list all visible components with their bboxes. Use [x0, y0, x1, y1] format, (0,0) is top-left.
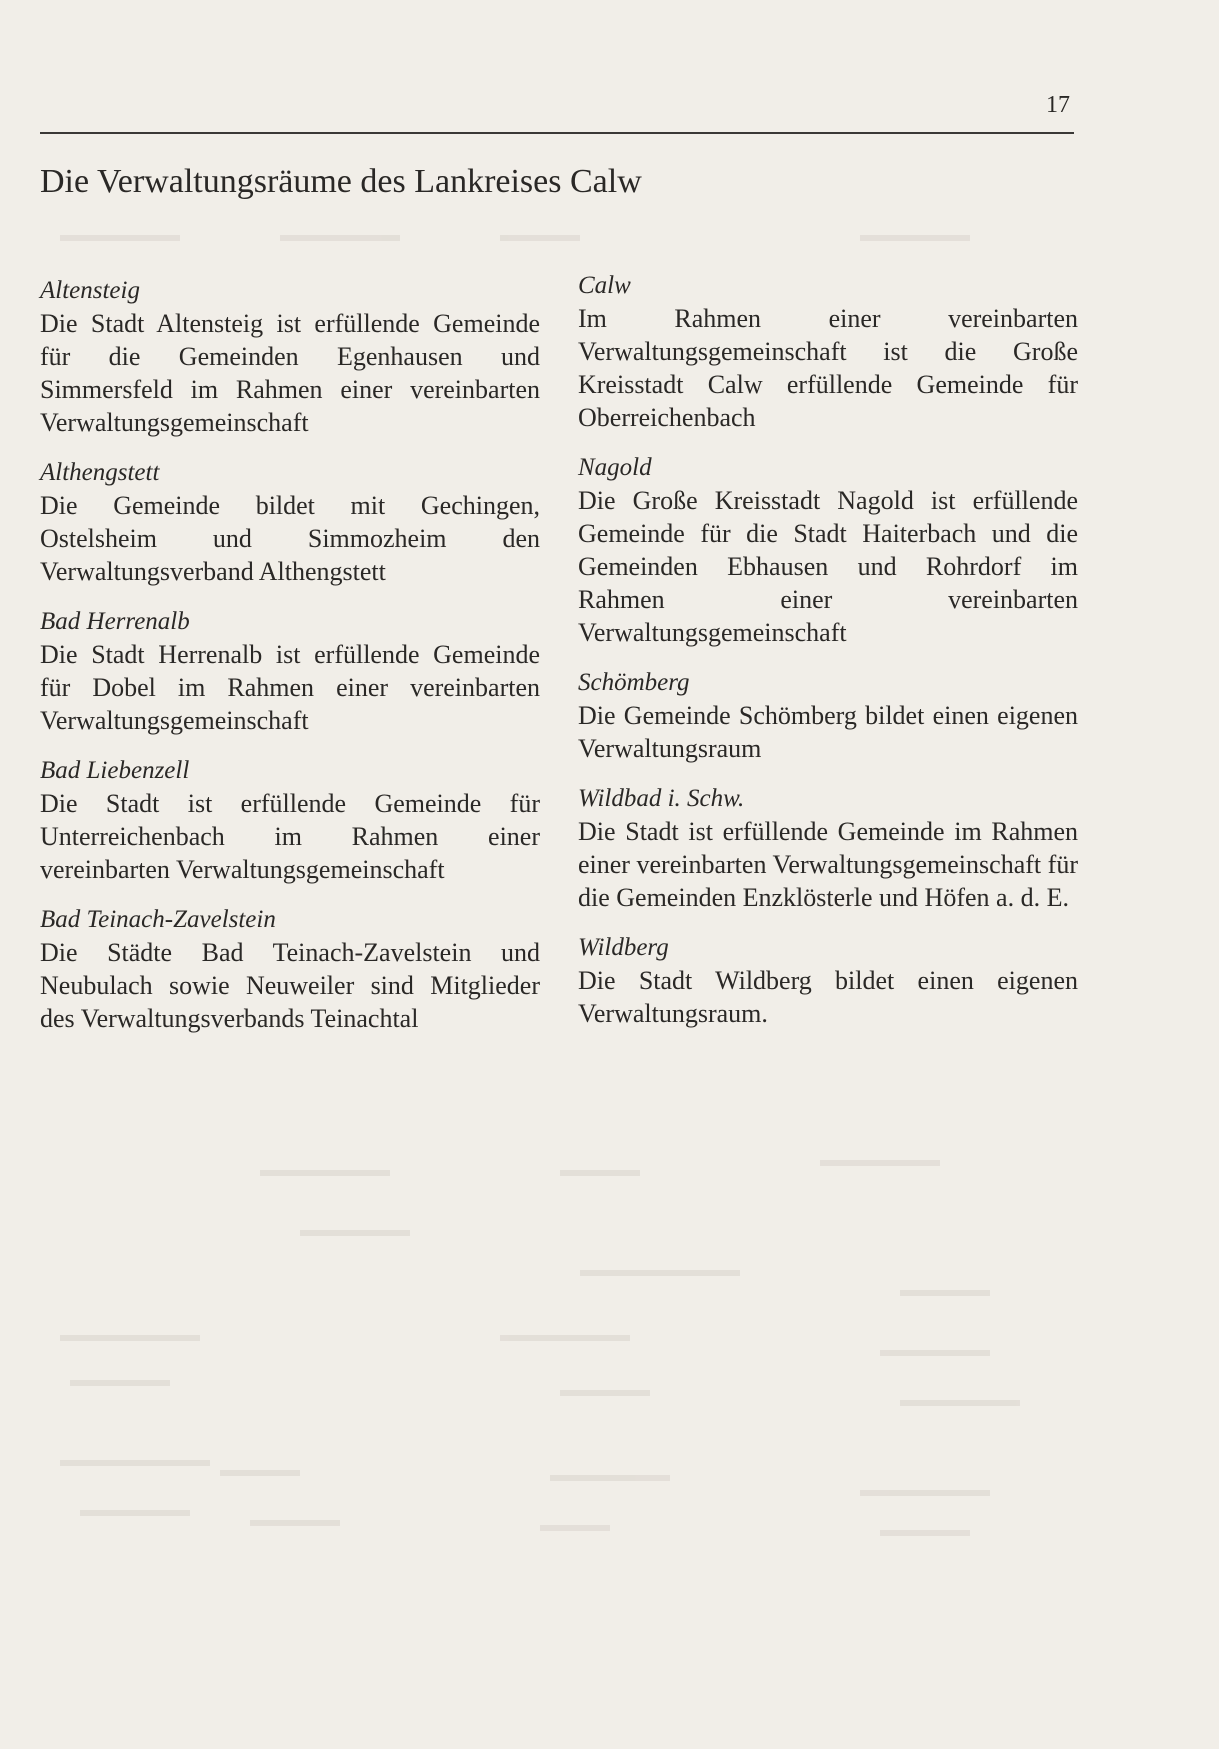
- entry-text: Die Stadt ist erfüllende Gemeinde für Unterreichenbach im Rahmen einer vereinbarten Verwaltungsgemeinschaft: [40, 789, 540, 884]
- entry-text: Im Rahmen einer vereinbarten Verwaltungsgemeinschaft ist die Große Kreisstadt Calw erfüllende Gemeinde für Oberreichenbach: [578, 304, 1078, 432]
- entry-text: Die Stadt Wildberg bildet einen eigenen Verwaltungsraum.: [578, 966, 1078, 1028]
- entry-bad-teinach-zavelstein: [40, 904, 540, 1035]
- entry-title: Schömberg: [578, 669, 690, 696]
- entry-altensteig: [40, 275, 540, 439]
- entry-bad-herrenalb: [40, 606, 540, 737]
- entry-title: Wildbad i. Schw.: [578, 785, 745, 812]
- entry-text: Die Stadt Herrenalb ist erfüllende Gemeinde für Dobel im Rahmen einer vereinbarten Verwaltungsgemeinschaft: [40, 640, 540, 735]
- entry-title: Althengstett: [40, 459, 160, 486]
- entry-text: Die Gemeinde Schömberg bildet einen eigenen Verwaltungsraum: [578, 701, 1078, 763]
- right-column: [578, 270, 1078, 1048]
- header-rule: [40, 132, 1074, 134]
- entry-title: Bad Teinach-Zavelstein: [40, 906, 276, 933]
- entry-calw: [578, 270, 1078, 434]
- entry-title: Nagold: [578, 454, 652, 481]
- entry-title: Wildberg: [578, 934, 669, 961]
- entry-title: Bad Herrenalb: [40, 608, 190, 635]
- entry-schoemberg: [578, 667, 1078, 765]
- entry-wildberg: [578, 932, 1078, 1030]
- entry-title: Altensteig: [40, 277, 140, 304]
- page-title: Die Verwaltungsräume des Lankreises Calw: [40, 163, 642, 200]
- entry-title: Calw: [578, 272, 631, 299]
- page-number: 17: [1046, 92, 1070, 118]
- entry-nagold: [578, 452, 1078, 649]
- entry-text: Die Gemeinde bildet mit Gechingen, Ostelsheim und Simmozheim den Verwaltungsverband Althengstett: [40, 491, 540, 586]
- entry-text: Die Große Kreisstadt Nagold ist erfüllende Gemeinde für die Stadt Haiterbach und die Gemeinden Ebhausen und Rohrdorf im Rahmen einer vereinbarten Verwaltungsgemeinschaft: [578, 486, 1078, 647]
- entry-wildbad: [578, 783, 1078, 914]
- entry-text: Die Stadt Altensteig ist erfüllende Gemeinde für die Gemeinden Egenhausen und Simmersfeld im Rahmen einer vereinbarten Verwaltungsgemeinschaft: [40, 309, 540, 437]
- left-column: [40, 275, 540, 1053]
- entry-title: Bad Liebenzell: [40, 757, 190, 784]
- entry-text: Die Städte Bad Teinach-Zavelstein und Neubulach sowie Neuweiler sind Mitglieder des Verwaltungsverbands Teinachtal: [40, 938, 540, 1033]
- entry-bad-liebenzell: [40, 755, 540, 886]
- entry-althengstett: [40, 457, 540, 588]
- entry-text: Die Stadt ist erfüllende Gemeinde im Rahmen einer vereinbarten Verwaltungsgemeinschaft für die Gemeinden Enzklösterle und Höfen a. d. E.: [578, 817, 1078, 912]
